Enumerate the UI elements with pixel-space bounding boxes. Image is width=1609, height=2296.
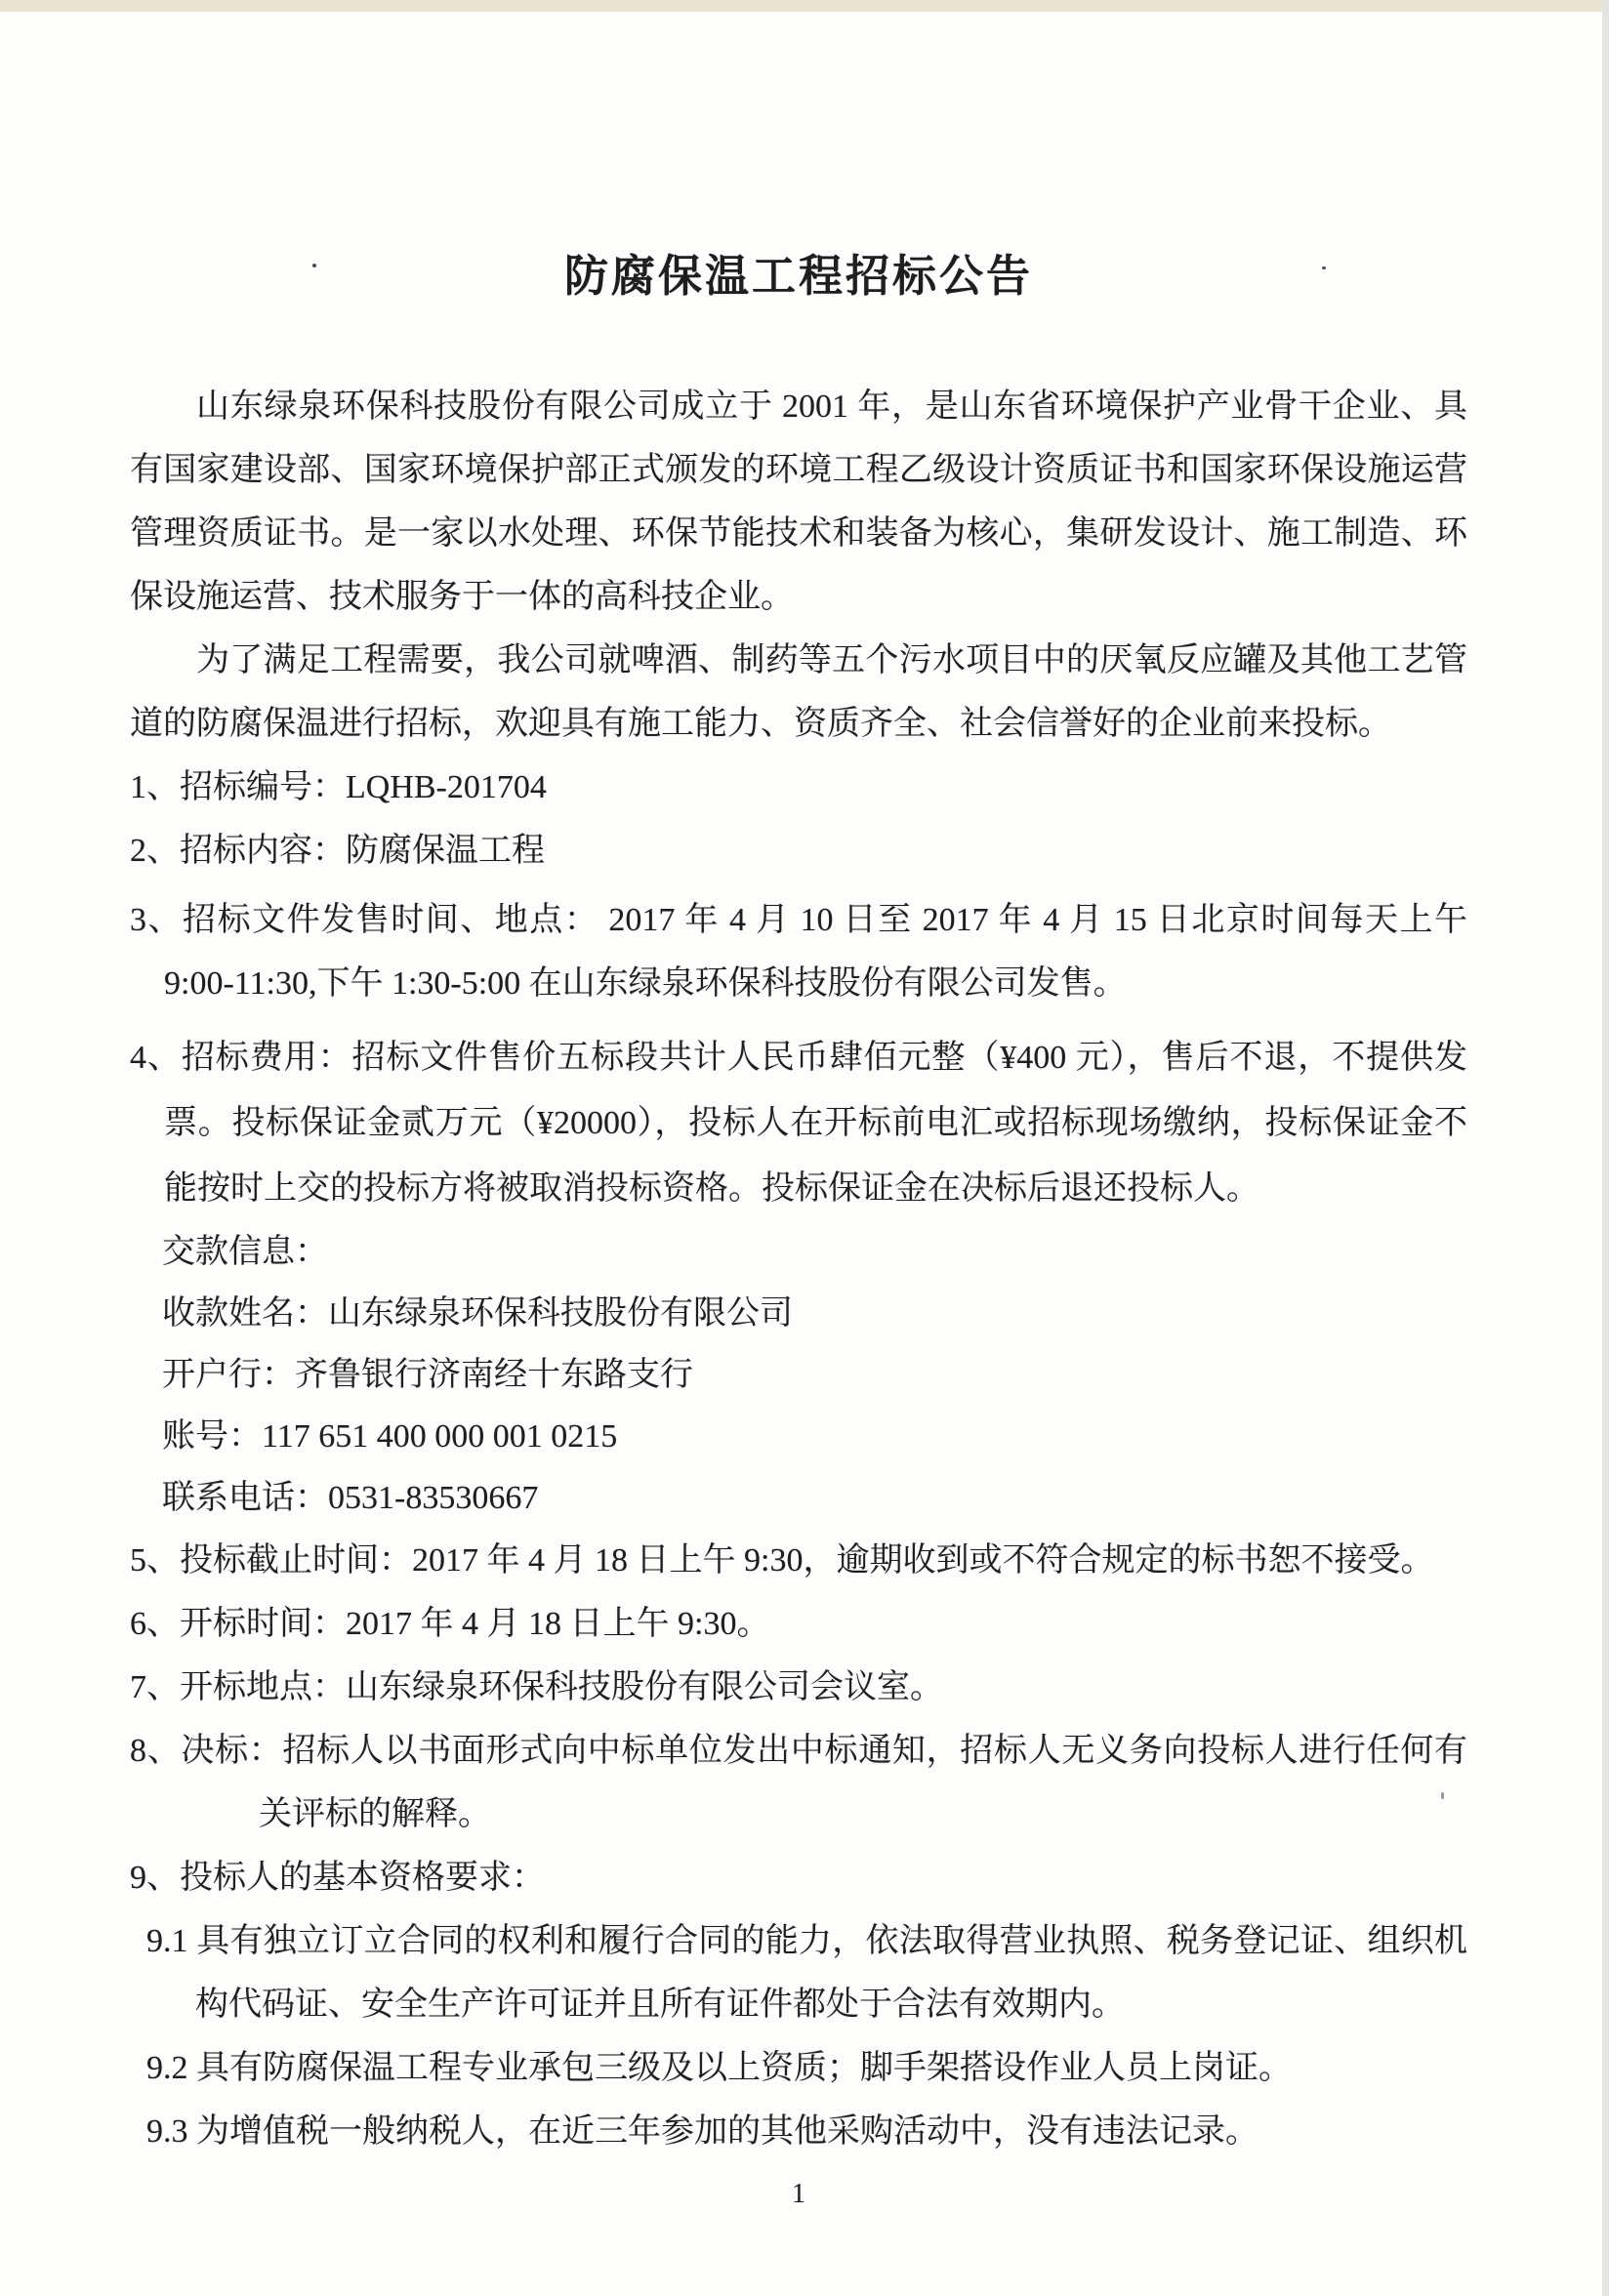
item-4-tender-fee: 4、招标费用：招标文件售价五标段共计人民币肆佰元整（¥400 元），售后不退，不提供发票。投标保证金贰万元（¥20000），投标人在开标前电汇或招标现场缴纳，投标保证金不能按时上交的投标方将被取消投标资格。投标保证金在决标后退还投标人。 (130, 1040, 1467, 1207)
payment-heading: 交款信息： (162, 1234, 328, 1270)
item-9-bidder-requirements: 9、投标人的基本资格要求： (130, 1860, 545, 1896)
item-6-bid-opening-time: 6、开标时间：2017 年 4 月 18 日上午 9:30。 (130, 1606, 770, 1642)
intro-paragraph-2: 为了满足工程需要，我公司就啤酒、制药等五个污水项目中的厌氧反应罐及其他工艺管道的防腐保温进行招标，欢迎具有施工能力、资质齐全、社会信誉好的企业前来投标。 (130, 642, 1467, 742)
payment-phone: 联系电话：0531-83530667 (162, 1480, 539, 1516)
intro-paragraph-1: 山东绿泉环保科技股份有限公司成立于 2001 年，是山东省环境保护产业骨干企业、具有国家建设部、国家环境保护部正式颁发的环境工程乙级设计资质证书和国家环保设施运营管理资质证书。是一家以水处理、环保节能技术和装备为核心，集研发设计、施工制造、环保设施运营、技术服务于一体的高科技企业。 (130, 389, 1467, 615)
item-7-bid-opening-place: 7、开标地点：山东绿泉环保科技股份有限公司会议室。 (130, 1669, 943, 1705)
item-8-award-decision: 8、决标：招标人以书面形式向中标单位发出中标通知，招标人无义务向投标人进行任何有关评标的解释。 (130, 1733, 1467, 1832)
page-number: 1 (792, 2179, 805, 2209)
scan-top-edge-artifact (0, 0, 1609, 12)
item-9-1-legal-capacity: 9.1 具有独立订立合同的权利和履行合同的能力，依法取得营业执照、税务登记证、组织机构代码证、安全生产许可证并且所有证件都处于合法有效期内。 (146, 1923, 1467, 2023)
document-body (130, 242, 1467, 2214)
payment-payee: 收款姓名：山东绿泉环保科技股份有限公司 (162, 1295, 793, 1332)
item-3-document-sale-time: 3、招标文件发售时间、地点： 2017 年 4 月 10 日至 2017 年 4 月 15 日北京时间每天上午 9:00-11:30,下午 1:30-5:00 在山东绿泉环保科技股份有限公司发售。 (130, 902, 1467, 1002)
payment-info-block (130, 1221, 1467, 1529)
item-9-3-taxpayer-record: 9.3 为增值税一般纳税人，在近三年参加的其他采购活动中，没有违法记录。 (146, 2113, 1258, 2150)
item-2-tender-content: 2、招标内容：防腐保温工程 (130, 833, 545, 869)
document-title: 防腐保温工程招标公告 (563, 252, 1033, 301)
item-5-bid-deadline: 5、投标截止时间：2017 年 4 月 18 日上午 9:30，逾期收到或不符合规定的标书恕不接受。 (130, 1542, 1434, 1578)
item-1-tender-number: 1、招标编号：LQHB-201704 (130, 769, 547, 805)
payment-bank: 开户行：齐鲁银行济南经十东路支行 (162, 1357, 693, 1393)
payment-account-number: 账号：117 651 400 000 001 0215 (162, 1418, 618, 1455)
item-9-2-qualification: 9.2 具有防腐保温工程专业承包三级及以上资质；脚手架搭设作业人员上岗证。 (146, 2050, 1292, 2086)
scan-right-edge-artifact (1602, 0, 1609, 2296)
